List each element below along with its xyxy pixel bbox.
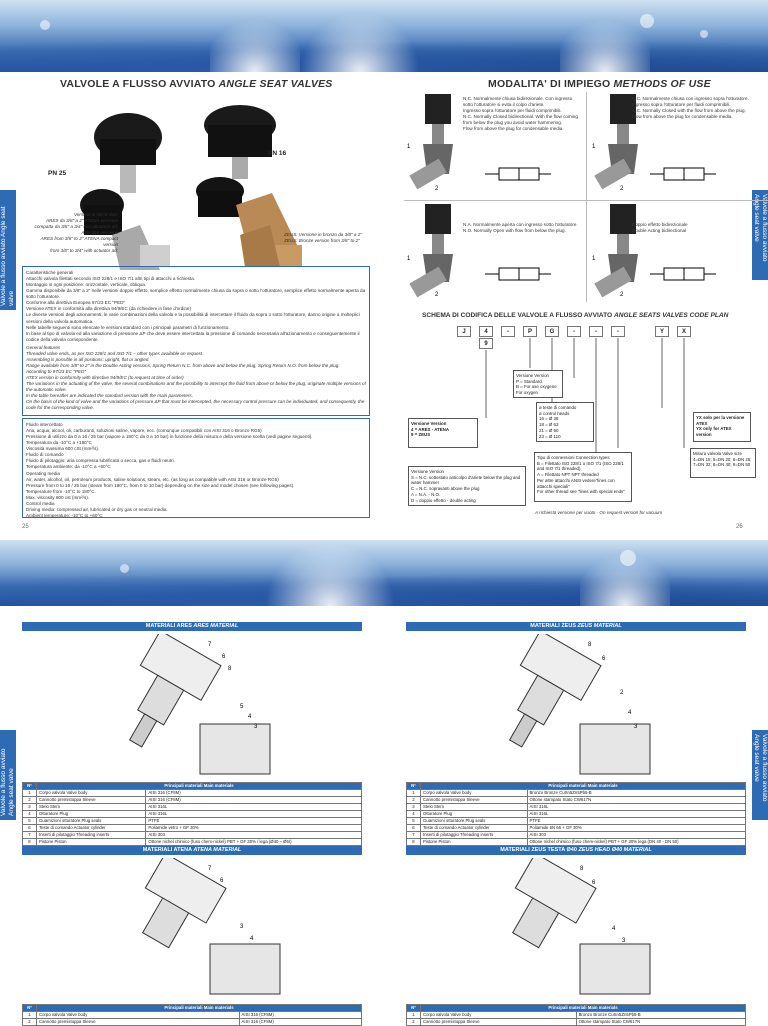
part-name: Stelo Stem [37,804,146,811]
svg-text:3: 3 [254,724,258,730]
code-cell: - [611,326,625,337]
specs-general: Caratteristiche generali Attacchi valvola filettati secondo ISO 228/1 e ISO 7/1 altri tipi di attacchi a richiesta. Montaggio in ogni posizione: orizzontale, verticale, obliqua. Gamma disponibile da 3/8" a 2" nelle versioni doppio effetto, semplice effetto normalmente chiusa da sopra o sotto l'otturatore, semplice effetto normalmente aperta da sotto l'otturatore. Conforme alla direttiva Europea 97/23 EC "PED" Versione ATEX in conformità alla direttiva 94/9/EC (da richiedere in fase d'ordine) Le diverse versioni degli azionamenti, le varie combinazioni della valvola e la possibilità di intercettare il fluido da sopra o sotto l'otturatore, danno origine a molteplici versioni della valvola automatica. Nelle tabelle seguenti sono elencate le versioni standard con i principali parametri di funzionamento. In base al tipo di valvola ed alla variazione di pressione ΔP che deve essere intercettata la pressione di comando necessaria all'azionamento e conseguentemente il codice della valvola corrispondente. [26,270,366,342]
code-cell-sub: 9 [479,338,493,349]
method-4 [590,202,768,302]
table-row [23,1012,362,1019]
row-number: 7 [407,832,421,839]
svg-text:2: 2 [435,186,439,192]
part-material: AISI 316L [527,811,745,818]
part-name: Otturatore Plug [37,811,146,818]
row-number: 2 [407,1019,421,1026]
row-number: 3 [407,804,421,811]
code-cell: P [523,326,537,337]
page-number-left: 25 [22,524,29,530]
part-name: Pistone Piston [421,839,528,846]
svg-text:6: 6 [220,878,224,884]
part-name: Otturatore Plug [421,811,528,818]
svg-text:4: 4 [250,936,254,942]
part-material: PTFE [527,818,745,825]
table-row [407,1019,746,1026]
code-cell: X [677,326,691,337]
code-cell: - [501,326,515,337]
table-row [407,832,746,839]
svg-text:2: 2 [620,292,624,298]
table-row [407,839,746,846]
part-material: AISI 303 [146,832,362,839]
row-number: 1 [407,1012,421,1019]
table-row [23,839,362,846]
bar-zeus-material: MATERIALI ZEUS ZEUS MATERIAL [406,622,746,631]
part-material: Bronzo Bronze CuSn5Zn5Pb5-B [527,790,745,797]
atena-section-drawing [110,858,310,1000]
svg-text:2: 2 [435,292,439,298]
page-number-right: 26 [736,524,743,530]
part-material: AISI 316L [146,804,362,811]
part-material: Ottone nichel chimico (fuso chem-nickel) PBT + GF 30% lega (DN 40 - DN 50) [527,839,745,846]
row-number: 1 [23,790,37,797]
code-box-size: Misura valvola Valve size 4=DN 15; 5=DN 20; 6=DN 25; 7=DN 32; 8=DN 40; 9=DN 50 [690,448,756,478]
part-name: Corpo valvola Valve body [421,1012,577,1019]
table-row [23,825,362,832]
part-name: Cannotto premistoppa Sleeve [37,797,146,804]
code-box-version: Versione Version P = Standard B = For use oxygene For oxygen [513,370,563,398]
svg-text:3: 3 [240,924,244,930]
flow-symbol [650,164,730,184]
part-name: Teste di comando Actuator cylinder [421,825,528,832]
code-cell: G [545,326,559,337]
part-name: Pistone Piston [37,839,146,846]
table-row [23,790,362,797]
part-name: Stelo Stem [421,804,528,811]
code-box-material: Versione Version 4 = ARES - ATENA 9 = ZEUS [408,418,478,448]
specs-features: General features Threaded valve ends, as per ISO 228/1 and ISO 7/1 – other types available on request. Assembling is possible in all positions: upright, flat or angled. Range available from 3/8" to 2" in the Double Acting versions, Spring Return N.C. from above and below the plug, Spring Return N.O. from below the plug. According to 97/23 EC "PED" ATEX version in conformity with directive 94/9/EC (to request at time of order) The variations in the actuating of the valve, the several combinations and the possibility to intercept the fluid from above or below the plug, originate multiple versions of the automatic valve. In the table hereafter are indicated the standard version with the main parameters. On the basis of the kind of valve and the variations of pressure ΔP that must be intercepted, the necessary control pressure can be individuated, and consequently, the code for the corresponding valve. [26,344,366,411]
part-name: Cannotto premistoppa Sleeve [421,1019,577,1026]
method-2-text: N.C. Normalmente chiusa con ingresso sopra l'otturatore. Ingresso sopra l'otturatore per fluidi comprimibili. N.C. Normally Closed with the flow from above the plug. Flow from above the plug for condensable media. [632,96,749,120]
part-name: Corpo valvola Valve body [37,790,146,797]
svg-text:1: 1 [592,256,596,262]
row-number: 5 [407,818,421,825]
method-1-text: N.C. Normalmente chiusa bidirezionale. Con ingresso sotto l'otturatore si evita il colpo d'ariete. Ingresso sopra l'otturatore per fluidi comprimibili. N.C. Normally Closed bidirectional. With the flow coming from below the plug you avoid water hammering. Flow from above the plug for condensable media. [463,96,578,132]
part-material: AISI 316 (CF8M) [146,797,362,804]
svg-text:6: 6 [592,880,596,886]
code-box-function: Versione Version S = N.C. sottostato anticolpo d'ariete below the plug and water hammer C = N.C. sopravanti above the plug A = N.A. - N.O. D = doppio effetto - double acting [408,466,526,506]
part-material: AISI 316L [146,811,362,818]
part-material: AISI 316 (CF8M) [146,790,362,797]
bar-zeus-head-material: MATERIALI ZEUS TESTA Ø40 ZEUS HEAD Ø40 MATERIAL [406,846,746,855]
part-material: AISI 316 (CF8M) [239,1019,361,1026]
pn25-label: PN 25 [48,170,67,177]
svg-text:1: 1 [407,256,411,262]
method-2 [590,92,768,200]
part-name: Corpo valvola Valve body [37,1012,240,1019]
flow-symbol [650,264,730,284]
row-number: 1 [407,790,421,797]
table-row [23,832,362,839]
row-number: 7 [23,832,37,839]
part-material: Bronzo Bronze CuSn5Zn5Pb5-B [576,1012,745,1019]
row-number: 2 [407,797,421,804]
side-tab-left-bottom: Valvole a flusso avviato Angle seat valve [0,730,16,820]
table-row [407,1012,746,1019]
svg-text:8: 8 [580,866,584,872]
fluids-box [22,418,370,518]
part-material: AISI 316 (CF8M) [239,1012,361,1019]
code-cell: - [567,326,581,337]
part-material: Poliamide vetro + GF 30% [146,825,362,832]
methods-divider-v [586,92,587,302]
table-row [23,818,362,825]
row-number: 1 [23,1012,37,1019]
zeus-section-drawing [470,634,680,782]
valve-section-icon [590,202,656,298]
svg-text:7: 7 [208,866,212,872]
code-cell: Y [655,326,669,337]
row-number: 2 [23,797,37,804]
svg-text:6: 6 [222,654,226,660]
zeus-materials-table: N° Principali materiali Main materials 1 Corpo valvola Valve body Bronzo Bronze CuSn5Zn5Pb5-B 2 Cannotto premistoppa Sleeve Ottone stampato Stato CW617N 3 Stelo Stem AISI 316L 4 Otturatore Plug AISI 316L 5 Guarnizioni otturatore Plug seals PTFE 6 Teste di comando Actuator cylinder Poliamide 6N 66 + GF 30% 7 Inserti di pilotaggio Threading inserts AISI 303 8 Pistone Piston Ottone nichel chimico (fuso chem-nickel) PBT + GF 30% lega (DN 40 - DN 50) [406,782,746,846]
part-name: Cannotto premistoppa Sleeve [37,1019,240,1026]
part-name: Guarnizioni otturatore Plug seals [421,818,528,825]
code-cell: 4 [479,326,493,337]
part-material: Ottone stampato Stato CW617N [576,1019,745,1026]
code-cell: J [457,326,471,337]
svg-text:8: 8 [228,666,232,672]
part-material: AISI 303 [527,832,745,839]
zeushead-materials-table: N° Principali materiali Main materials 1 Corpo valvola Valve body Bronzo Bronze CuSn5Zn5Pb5-B 2 Cannotto premistoppa Sleeve Ottone stampato Stato CW617N [406,1004,746,1026]
svg-text:2: 2 [620,690,624,696]
table-row [23,811,362,818]
code-box-connections: Tipo di connessioni Connection types B = Filettato ISO 228/1 o ISO 7/1 (ISO 228/1 and ISO 7/1 threaded) A = Filettato NPT NPT threaded Per altre attacchi ANSI vedere"lines con attacchi speciali" For other thread see "lines with special ends" [534,452,632,502]
part-material: AISI 316L [527,804,745,811]
ares-materials-table: N° Principali materiali Main materials 1 Corpo valvola Valve body AISI 316 (CF8M) 2 Cannotto premistoppa Sleeve AISI 316 (CF8M) 3 Stelo Stem AISI 316L 4 Otturatore Plug AISI 316L 5 Guarnizioni otturatore Plug seals PTFE 6 Teste di comando Actuator cylinder Poliamide vetro + GF 30% 7 Inserti di pilotaggio Threading inserts AISI 303 8 Pistone Piston Ottone nichel chimico (fuso chem-nickel) PBT + GF 30% / lega (Ø40 – Ø5I) [22,782,362,846]
flow-symbol [485,264,565,284]
part-material: Poliamide 6N 66 + GF 30% [527,825,745,832]
part-name: Corpo valvola Valve body [421,790,528,797]
right-page-title: MODALITA' DI IMPIEGO METHODS OF USE [488,78,711,90]
flow-symbol [485,164,565,184]
table-row [407,811,746,818]
row-number: 4 [23,811,37,818]
code-box-heads: ø teste di comando ø control heads 16 = Ø 38 18 = Ø 63 21 = Ø 90 23 = Ø 110 [536,402,594,442]
table-row [23,1019,362,1026]
part-name: Teste di comando Actuator cylinder [37,825,146,832]
svg-text:4: 4 [248,714,252,720]
part-name: Inserti di pilotaggio Threading inserts [421,832,528,839]
left-page-title: VALVOLE A FLUSSO AVVIATO ANGLE SEAT VALVES [60,78,333,90]
table-row [407,797,746,804]
code-cell: - [589,326,603,337]
atena-materials-table: N° Principali materiali Main materials 1 Corpo valvola Valve body AISI 316 (CF8M) 2 Cannotto premistoppa Sleeve AISI 316 (CF8M) [22,1004,362,1026]
svg-text:8: 8 [588,642,592,648]
row-number: 2 [23,1019,37,1026]
svg-text:4: 4 [628,710,632,716]
zeus-head-section-drawing [480,858,680,1000]
method-3 [405,202,585,302]
part-name: Guarnizioni otturatore Plug seals [37,818,146,825]
method-1 [405,92,585,200]
bar-atena-material: MATERIALI ATENA ATENA MATERIAL [22,846,362,855]
row-number: 6 [23,825,37,832]
specs-fluids: Fluido intercettato Aria, acqua, alcool, oli, carburanti, soluzioni saline, vapore, ecc. (comunque compatibili con AISI 316 o Bronzo RG5) Pressione di utilizzo da 0 a 16 / 25 bar (vapore a 180°C da 0 a 10 bar) in funzione della misura e della versione scelta (vedi pagine seguenti). Temperatura da -10°C a +180°C Viscosità massima 600 cSt (mm²/s). Fluido di comando Fluido di pilotaggio: aria compressa lubrificata o secca, gas e fluidi neutri. Temperatura ambiente: da -10°C a +60°C Operating media Air, water, alcohol, oil, petroleum products, saline solutions, steam, etc. (as long as compatible with AISI 316 or Bronze RG5) Pressure from 0 to 16 / 25 bar (steam from 180°C, from 0 to 10 bar) depending on the size and model chosen (see following pages). Temperature from -10°C to 180°C. Max. viscosity 600 cst (mm²/s). Control media Driving media: compressed air, lubricated or dry gas or neutral media. Ambient temperature: -10°C to +60°C [26,422,313,518]
valve-section-icon [405,202,471,298]
part-material: Ottone stampato Stato CW617N [527,797,745,804]
top-banner [0,0,768,72]
svg-text:1: 1 [407,144,411,150]
svg-text:5: 5 [240,704,244,710]
table-row [407,804,746,811]
caption-ares-atena: Versioni in INOX 316: ARES da 3/8" a 2" ATENA versione compatta da 3/8" a 3/4" con attuatore ad: AISI 316 Versions ARES from 3/8" to 2" ATENA compact version from 3/8" to 3/4" with actuator ad: [34,212,118,254]
table-row [407,825,746,832]
side-tab-right: Valvole a flusso avviato Angle seat valve [752,190,768,280]
svg-text:2: 2 [620,186,624,192]
pn16-label: PN 16 [268,150,287,157]
table-row [407,790,746,797]
bottom-banner [0,540,768,606]
code-box-atex: YX solo per la versione ATEX YX only for ATEX version [693,412,751,442]
bar-ares-material: MATERIALI ARES ARES MATERIAL [22,622,362,631]
part-material: PTFE [146,818,362,825]
specs-box [22,266,370,416]
svg-text:1: 1 [592,144,596,150]
ares-section-drawing [90,634,300,782]
row-number: 6 [407,825,421,832]
valve-section-icon [405,92,471,192]
row-number: 8 [23,839,37,846]
row-number: 5 [23,818,37,825]
row-number: 4 [407,811,421,818]
row-number: 8 [407,839,421,846]
svg-text:4: 4 [612,926,616,932]
table-row [23,804,362,811]
table-row [407,818,746,825]
part-name: Inserti di pilotaggio Threading inserts [37,832,146,839]
method-3-text: N.A. Normalmente aperta con ingresso sotto l'otturatore. N.O. Normally Open with flow from below the plug. [463,222,578,234]
svg-text:3: 3 [634,724,638,730]
part-name: Cannotto premistoppa Sleeve [421,797,528,804]
side-tab-left: Valvole a flusso avviato Angle seat valve [0,190,16,310]
side-tab-right-bottom: Valvole a flusso avviato Angle seat valve [752,730,768,820]
table-row [23,797,362,804]
svg-text:7: 7 [208,642,212,648]
row-number: 3 [23,804,37,811]
svg-text:3: 3 [622,938,626,944]
code-plan-title: SCHEMA DI CODIFICA DELLE VALVOLE A FLUSSO AVVIATO ANGLE SEATS VALVES CODE PLAN [422,312,729,319]
on-request-note: A richiesta versione per vuoto · On request version for vacuum [535,510,663,515]
part-material: Ottone nichel chimico (fuso chem-nickel) PBT + GF 30% / lega (Ø40 – Ø5I) [146,839,362,846]
caption-zeus: ZEUS: Versione in bronzo da 3/8" a 2" ZEUS: Bronze version from 3/8" to 2" [284,232,362,244]
svg-text:6: 6 [602,656,606,662]
method-4-text: Doppio effetto bidirezionale Double Acting bidirectional [632,222,688,234]
